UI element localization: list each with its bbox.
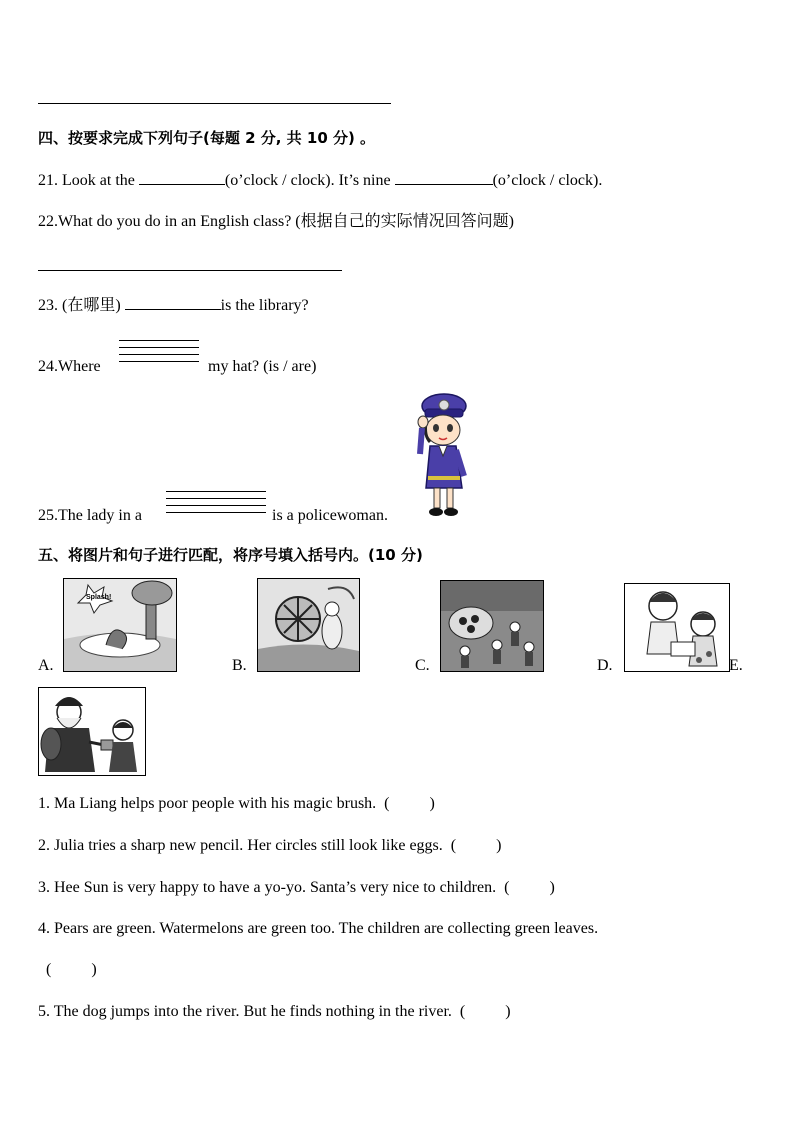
label-b: B.	[232, 657, 247, 674]
q25-text-1: The lady in a	[58, 507, 142, 524]
picture-b	[257, 578, 360, 672]
label-d: D.	[597, 657, 613, 674]
match-item-5-answer[interactable]: ( )	[459, 1003, 511, 1020]
question-23	[38, 295, 309, 316]
q23-blank[interactable]	[125, 295, 221, 310]
q23-text-2: is the library?	[220, 297, 309, 314]
question-24	[38, 357, 101, 377]
match-item-2	[38, 836, 501, 856]
q24-text-2: my hat? (is / are)	[208, 358, 317, 375]
q25-number: 25.	[38, 507, 58, 524]
q21-text-2: (o’clock / clock). It’s nine	[224, 172, 395, 189]
match-item-2-text: 2. Julia tries a sharp new pencil. Her circles still look like eggs.	[38, 837, 443, 854]
q25-text-2: is a policewoman.	[272, 507, 388, 524]
question-21	[38, 170, 602, 191]
q23-number: 23.	[38, 297, 58, 314]
match-item-2-answer[interactable]: ( )	[450, 837, 502, 854]
q24-text-1: Where	[58, 358, 101, 375]
label-a: A.	[38, 657, 54, 674]
q22-number: 22.	[38, 213, 58, 230]
picture-c	[440, 580, 544, 672]
top-answer-line[interactable]	[38, 103, 391, 104]
q21-blank-1[interactable]	[139, 170, 225, 185]
match-item-4	[38, 919, 598, 939]
q24-number: 24.	[38, 358, 58, 375]
match-item-4-answer[interactable]: ( )	[46, 961, 97, 978]
q21-number: 21.	[38, 172, 58, 189]
match-item-5-text: 5. The dog jumps into the river. But he finds nothing in the river.	[38, 1003, 452, 1020]
question-22	[38, 212, 514, 232]
q25-blank-stack[interactable]	[166, 491, 266, 519]
q21-text-3: (o’clock / clock).	[492, 172, 603, 189]
match-item-3-text: 3. Hee Sun is very happy to have a yo-yo. Santa’s very nice to children.	[38, 879, 497, 896]
label-e: E.	[729, 657, 743, 674]
picture-d	[624, 583, 730, 672]
section5-heading: 五、将图片和句子进行匹配，将序号填入括号内。(10 分)	[38, 546, 423, 564]
q21-text-1: Look at the	[58, 172, 139, 189]
match-item-1-text: 1. Ma Liang helps poor people with his magic brush.	[38, 795, 377, 812]
picture-a	[63, 578, 177, 672]
label-c: C.	[415, 657, 430, 674]
policewoman-illustration	[412, 392, 474, 522]
match-item-1-answer[interactable]: ( )	[384, 795, 435, 812]
q22-text: What do you do in an English class? (根据自己的实际情况回答问题)	[58, 213, 514, 230]
q23-text-1: (在哪里)	[58, 297, 125, 314]
section4-heading: 四、按要求完成下列句子(每题 2 分, 共 10 分) 。	[38, 129, 376, 147]
match-item-4-text: 4. Pears are green. Watermelons are green too. The children are collecting green leaves.	[38, 920, 599, 937]
match-item-3-answer[interactable]: ( )	[504, 879, 555, 896]
picture-e	[38, 687, 146, 776]
q22-answer-line[interactable]	[38, 270, 342, 271]
q24-blank-stack[interactable]	[119, 340, 199, 368]
match-item-3	[38, 878, 555, 898]
match-item-1	[38, 794, 435, 814]
match-item-5	[38, 1002, 511, 1022]
splash-text: Splash!	[86, 594, 112, 601]
q21-blank-2[interactable]	[395, 170, 493, 185]
question-25	[38, 506, 142, 526]
